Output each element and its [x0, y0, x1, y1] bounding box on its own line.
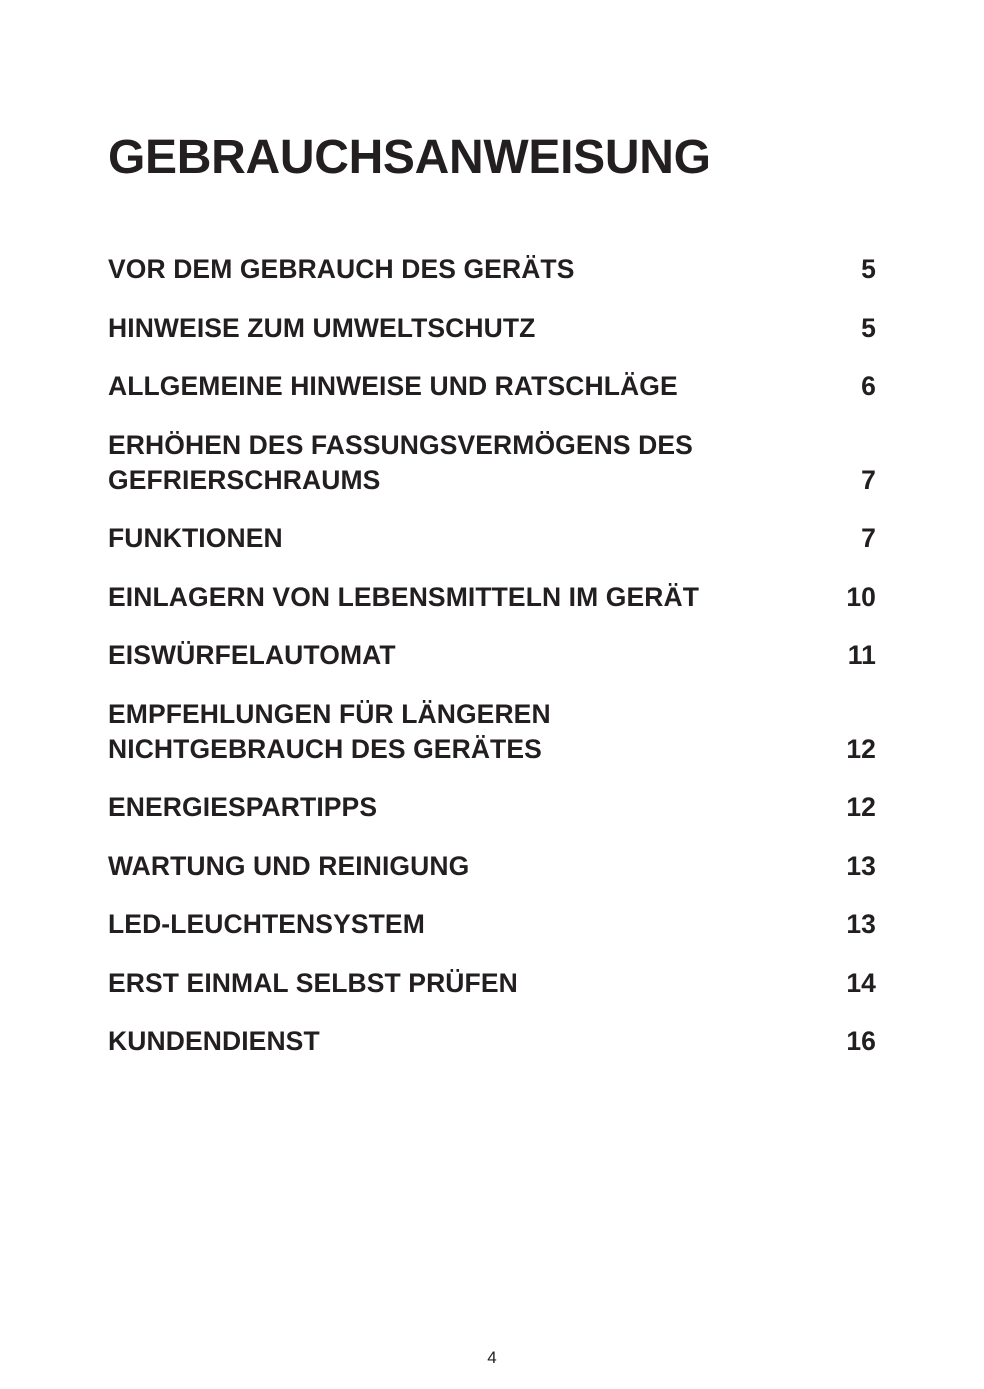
- toc-entry-title: KUNDENDIENST: [108, 1026, 320, 1056]
- toc-entry-title: ERHÖHEN DES FASSUNGSVERMÖGENS DES GEFRIERSCHRAUMS: [108, 429, 693, 495]
- toc-entry[interactable]: [108, 907, 876, 942]
- toc-entry[interactable]: [108, 638, 876, 673]
- toc-entry-title: EISWÜRFELAUTOMAT: [108, 640, 396, 670]
- toc-entry[interactable]: [108, 697, 876, 767]
- toc-entry-title: LED-LEUCHTENSYSTEM: [108, 909, 425, 939]
- table-of-contents: [108, 252, 876, 1083]
- toc-entry-page: 6: [861, 371, 876, 401]
- toc-entry-page: 16: [846, 1026, 876, 1056]
- toc-entry-title: FUNKTIONEN: [108, 523, 283, 553]
- toc-entry-page: 7: [861, 523, 876, 553]
- toc-entry-title: EINLAGERN VON LEBENSMITTELN IM GERÄT: [108, 581, 700, 612]
- toc-entry-title: ERST EINMAL SELBST PRÜFEN: [108, 967, 518, 998]
- toc-entry-title: WARTUNG UND REINIGUNG: [108, 850, 470, 881]
- toc-entry-page: 10: [846, 581, 876, 612]
- toc-entry[interactable]: [108, 428, 876, 498]
- toc-entry[interactable]: [108, 1024, 876, 1059]
- toc-entry-title: HINWEISE ZUM UMWELTSCHUTZ: [108, 312, 536, 343]
- toc-entry[interactable]: [108, 252, 876, 287]
- toc-entry[interactable]: [108, 790, 876, 825]
- toc-entry-page: 5: [861, 312, 876, 343]
- toc-entry-page: 13: [846, 850, 876, 881]
- toc-entry-page: 12: [846, 792, 876, 822]
- toc-entry-title: EMPFEHLUNGEN FÜR LÄNGEREN NICHTGEBRAUCH DES GERÄTES: [108, 698, 551, 764]
- toc-entry[interactable]: [108, 849, 876, 884]
- toc-entry-title: ENERGIESPARTIPPS: [108, 792, 378, 822]
- toc-entry-page: 11: [847, 640, 876, 670]
- toc-entry-title: VOR DEM GEBRAUCH DES GERÄTS: [108, 254, 575, 284]
- toc-entry-page: 12: [846, 733, 876, 764]
- toc-entry[interactable]: [108, 580, 876, 615]
- toc-entry[interactable]: [108, 521, 876, 556]
- toc-entry-page: 14: [846, 967, 876, 998]
- page-number: 4: [487, 1348, 497, 1367]
- page-title: GEBRAUCHSANWEISUNG: [108, 131, 711, 184]
- toc-entry-title: ALLGEMEINE HINWEISE UND RATSCHLÄGE: [108, 371, 678, 401]
- toc-entry-page: 13: [846, 909, 876, 939]
- toc-entry-page: 5: [861, 254, 876, 284]
- toc-entry-page: 7: [861, 464, 876, 495]
- toc-entry[interactable]: [108, 311, 876, 346]
- toc-entry[interactable]: [108, 369, 876, 404]
- toc-entry[interactable]: [108, 966, 876, 1001]
